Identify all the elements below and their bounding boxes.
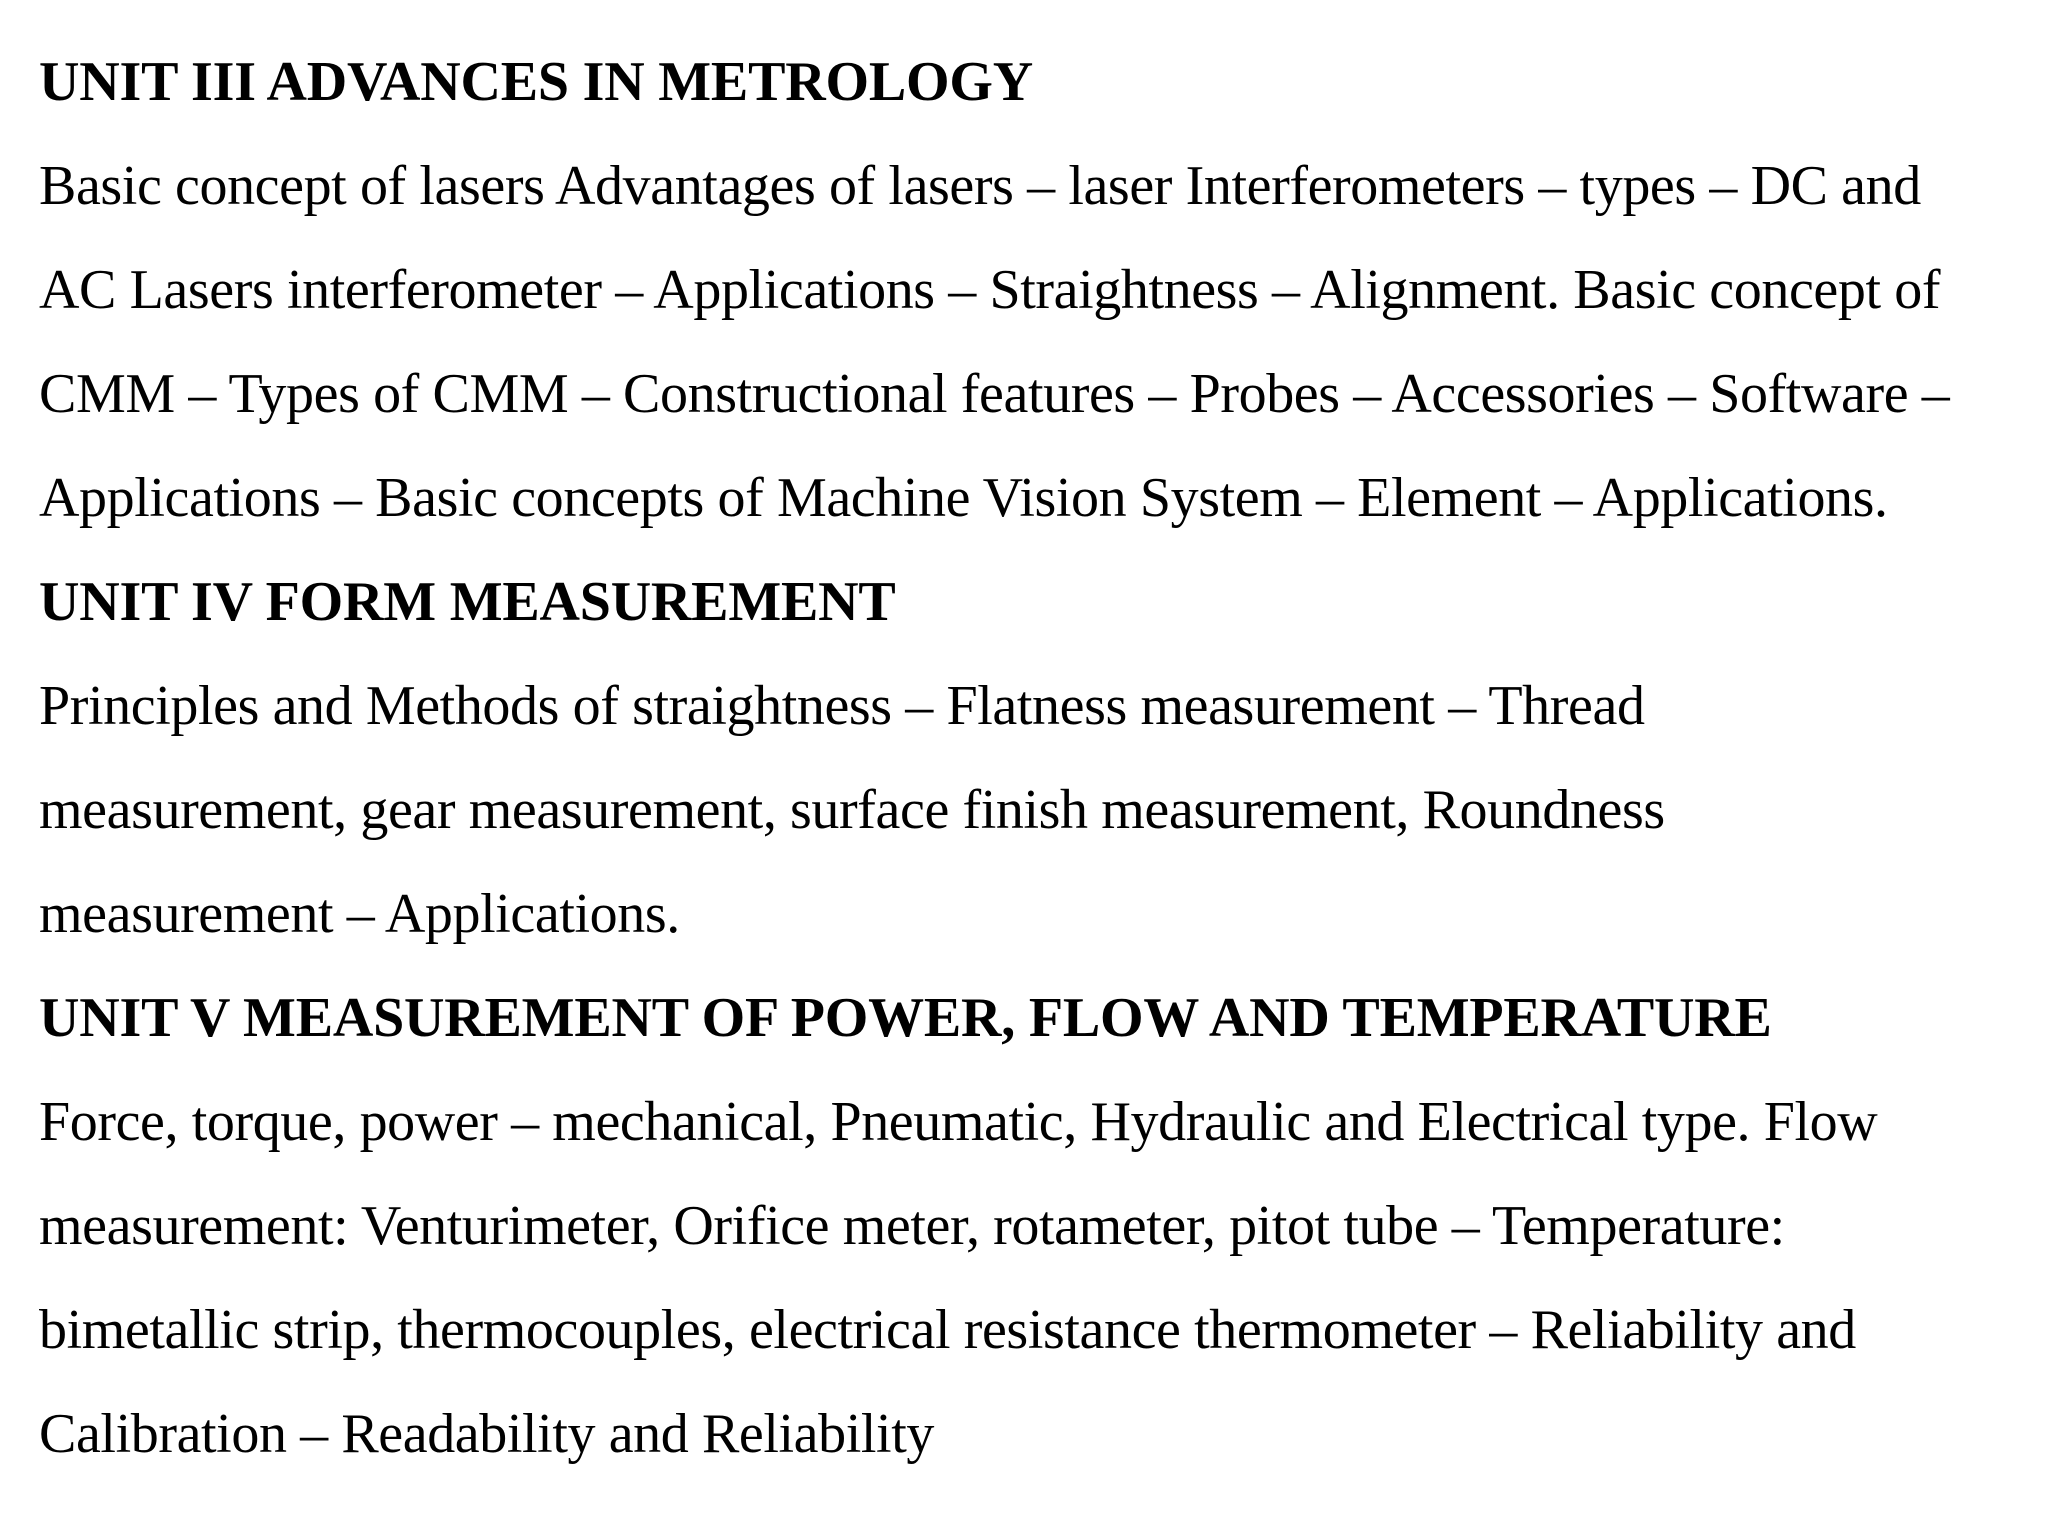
unit-iii-section [39, 30, 2034, 550]
unit-v-heading: UNIT V MEASUREMENT OF POWER, FLOW AND TEMPERATURE [39, 987, 1772, 1049]
unit-iv-section [39, 550, 2034, 966]
unit-iv-text-line: Principles and Methods of straightness – Flatness measurement – Thread [39, 675, 1645, 737]
unit-iv-text-line: measurement, gear measurement, surface finish measurement, Roundness [39, 779, 1665, 841]
unit-iii-text-line: CMM – Types of CMM – Constructional features – Probes – Accessories – Software – [39, 363, 1950, 425]
unit-v-section [39, 966, 2034, 1486]
unit-iv-heading: UNIT IV FORM MEASUREMENT [39, 571, 896, 633]
unit-iii-text-line: Applications – Basic concepts of Machine Vision System – Element – Applications. [39, 467, 1888, 529]
unit-iv-text-line: measurement – Applications. [39, 883, 680, 945]
unit-iii-text-line: AC Lasers interferometer – Applications – Straightness – Alignment. Basic concept of [39, 259, 1941, 321]
unit-v-text-line: Force, torque, power – mechanical, Pneumatic, Hydraulic and Electrical type. Flow [39, 1091, 1878, 1153]
unit-v-text-line: measurement: Venturimeter, Orifice meter, rotameter, pitot tube – Temperature: [39, 1195, 1785, 1257]
syllabus-document [39, 30, 2034, 1486]
unit-iii-heading: UNIT III ADVANCES IN METROLOGY [39, 51, 1033, 113]
unit-v-text-line: bimetallic strip, thermocouples, electrical resistance thermometer – Reliability and [39, 1299, 1856, 1361]
unit-iii-text-line: Basic concept of lasers Advantages of lasers – laser Interferometers – types – DC and [39, 155, 1921, 217]
unit-v-text-line: Calibration – Readability and Reliability [39, 1403, 934, 1465]
